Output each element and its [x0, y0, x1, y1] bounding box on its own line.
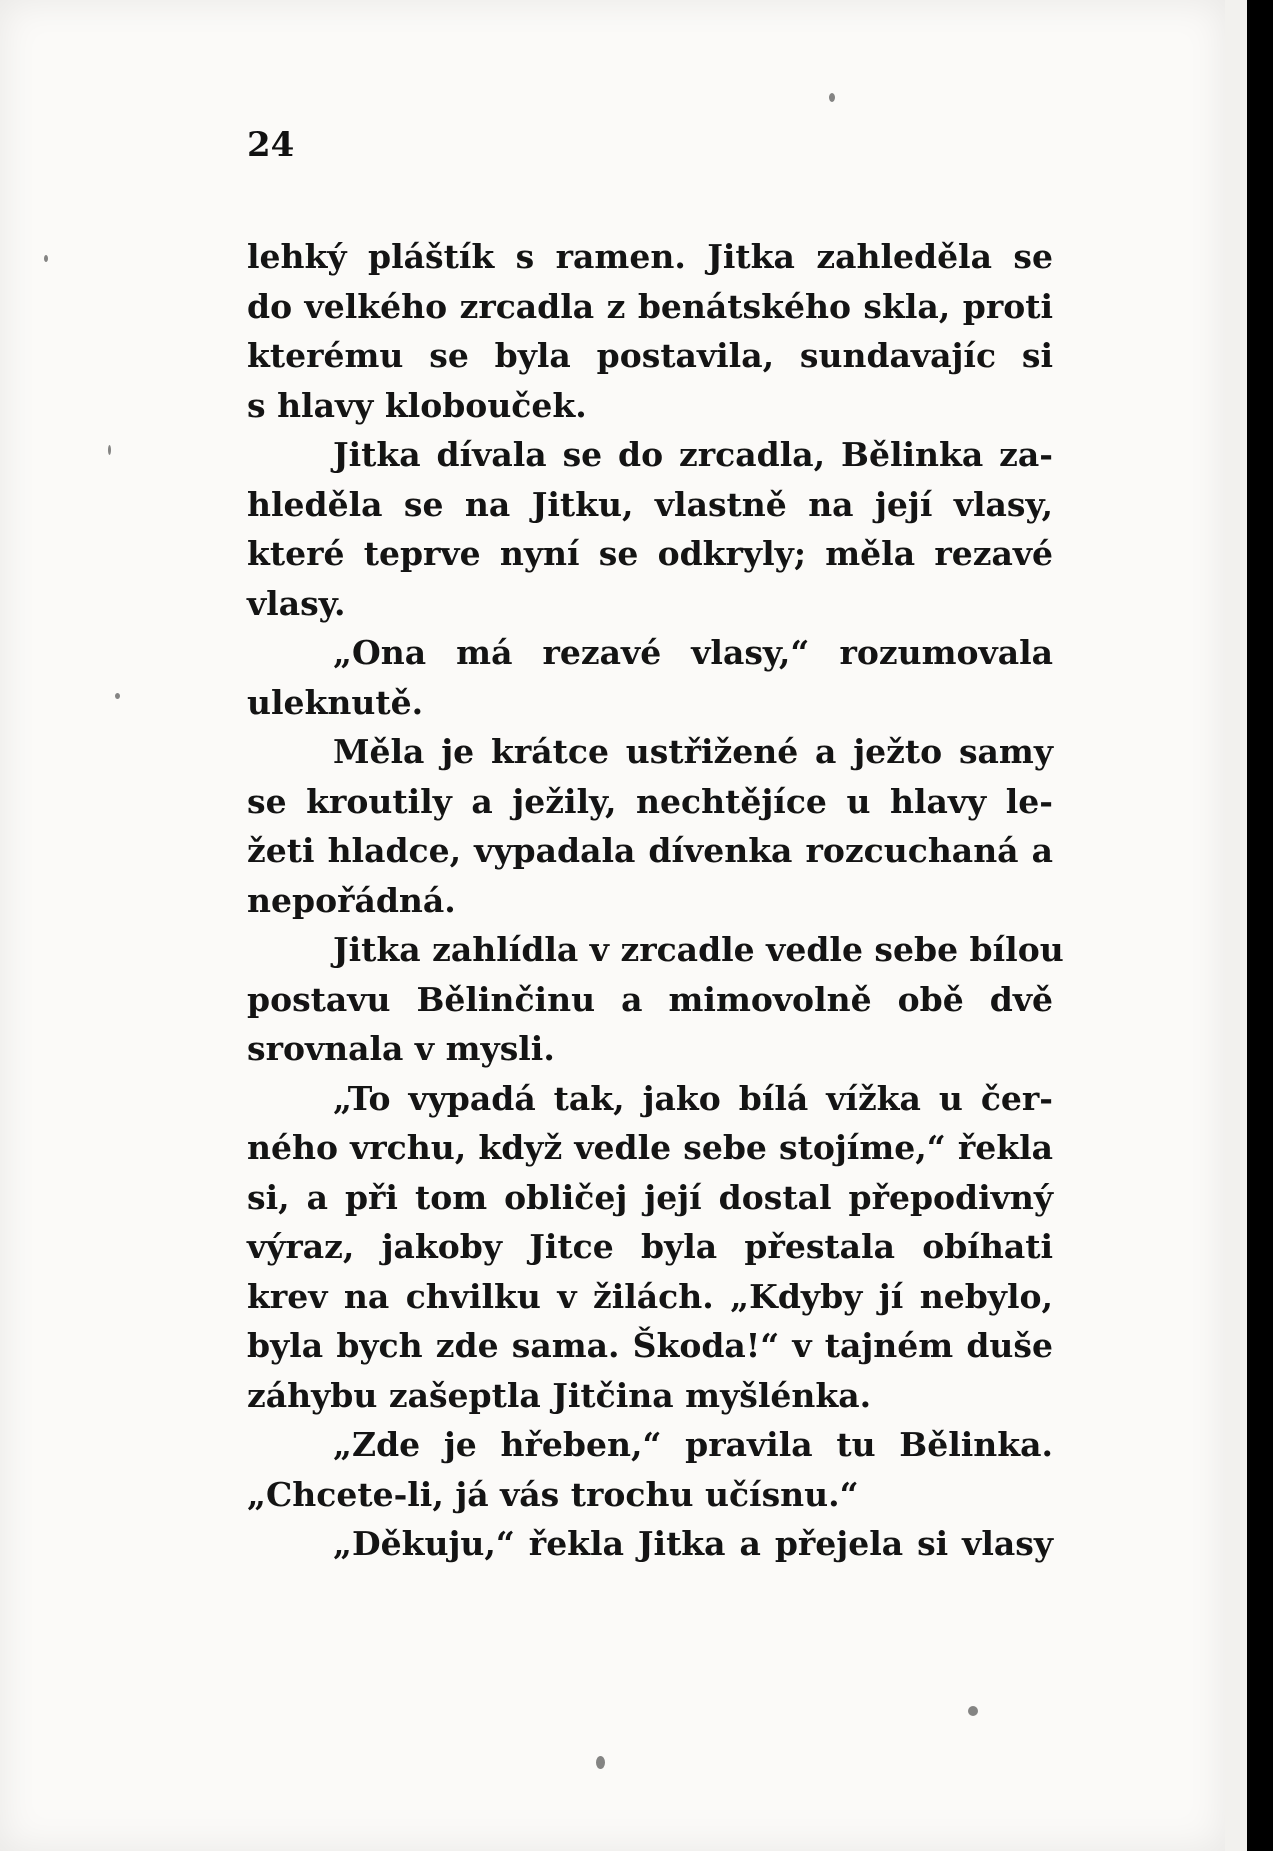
ink-speck	[968, 1706, 978, 1716]
ink-speck	[108, 445, 111, 455]
text-line: „Chcete-li, já vás trochu učísnu.“	[247, 1474, 859, 1514]
text-line: „Ona má rezavé vlasy,“ rozumovala	[333, 633, 1053, 672]
text-line: „Zde je hřeben,“ pravila tu Bělinka.	[333, 1425, 1053, 1464]
page-edge	[1225, 0, 1247, 1851]
text-line: se kroutily a ježily, nechtějíce u hlavy le-	[247, 781, 1053, 821]
ink-speck	[44, 255, 48, 262]
text-line: „Děkuju,“ řekla Jitka a přejela si vlasy	[333, 1524, 1053, 1563]
scan-border	[1247, 0, 1273, 1851]
text-line: do velkého zrcadla z benátského skla, proti	[247, 286, 1053, 326]
body-text	[247, 232, 1064, 1569]
text-line: uleknutě.	[247, 682, 424, 722]
text-line: lehký pláštík s ramen. Jitka zahleděla se	[247, 237, 1053, 276]
text-line: žeti hladce, vypadala dívenka rozcuchaná a	[247, 831, 1053, 870]
page-number: 24	[247, 125, 295, 165]
text-line: postavu Bělinčinu a mimovolně obě dvě	[247, 979, 1053, 1019]
text-line: hleděla se na Jitku, vlastně na její vlasy,	[247, 484, 1053, 524]
ink-speck	[115, 693, 120, 699]
text-line: záhybu zašeptla Jitčina myšlénka.	[247, 1375, 872, 1415]
ink-speck	[596, 1756, 605, 1769]
text-line: krev na chvilku v žilách. „Kdyby jí nebylo,	[247, 1276, 1053, 1316]
text-line: srovnala v mysli.	[247, 1029, 555, 1068]
text-line: Jitka dívala se do zrcadla, Bělinka za-	[333, 435, 1053, 474]
text-line: nepořádná.	[247, 880, 456, 920]
ink-speck	[829, 93, 835, 102]
text-line: Měla je krátce ustřižené a ježto samy	[333, 732, 1053, 771]
text-line: výraz, jakoby Jitce byla přestala obíhati	[247, 1227, 1053, 1266]
text-line: byla bych zde sama. Škoda!“ v tajném duše	[247, 1326, 1053, 1365]
text-line: Jitka zahlídla v zrcadle vedle sebe bílou	[333, 930, 1064, 969]
text-line: s hlavy klobouček.	[247, 385, 587, 425]
text-line: ného vrchu, když vedle sebe stojíme,“ řekla	[247, 1128, 1053, 1167]
text-line: kterému se byla postavila, sundavajíc si	[247, 336, 1053, 375]
text-line: které teprve nyní se odkryly; měla rezavé	[247, 534, 1053, 573]
text-line: vlasy.	[247, 583, 346, 623]
text-line: „To vypadá tak, jako bílá vížka u čer-	[333, 1078, 1053, 1118]
text-line: si, a při tom obličej její dostal přepodivný	[247, 1177, 1053, 1217]
